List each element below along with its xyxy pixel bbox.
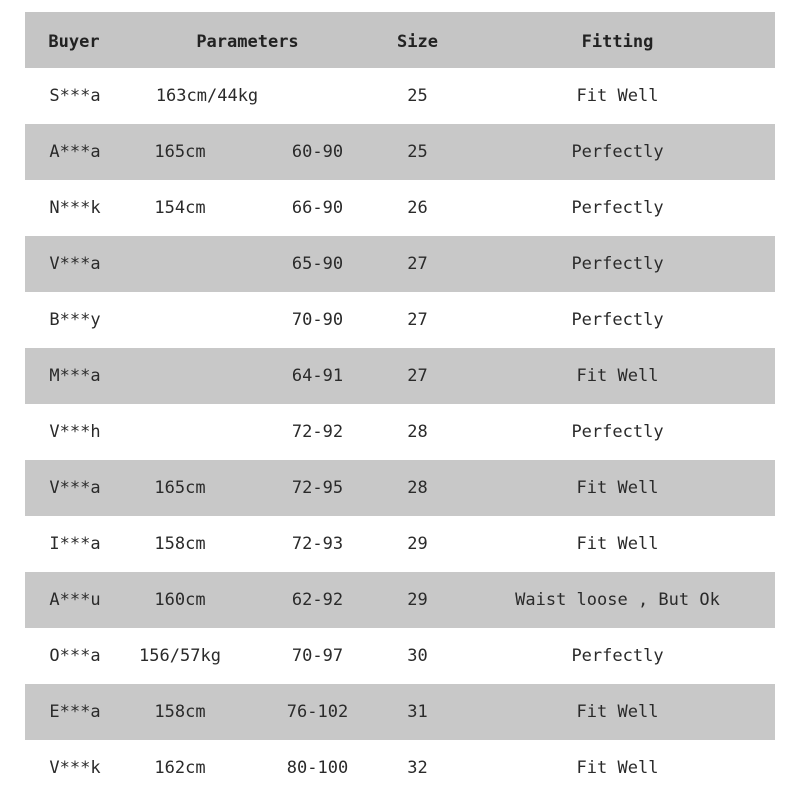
size-cell: 26 xyxy=(407,198,428,218)
table-row xyxy=(25,684,775,740)
table-row xyxy=(25,460,775,516)
height-weight-cell: 160cm xyxy=(154,590,206,610)
size-cell: 27 xyxy=(407,310,428,330)
fitting-cell: Perfectly xyxy=(571,254,664,274)
buyer-cell: B***y xyxy=(49,310,101,330)
table-row xyxy=(25,292,775,348)
table-row xyxy=(25,572,775,628)
fitting-cell: Perfectly xyxy=(571,422,664,442)
table-row xyxy=(25,68,775,124)
height-weight-cell xyxy=(120,236,240,292)
height-weight-cell: 165cm xyxy=(154,478,206,498)
range-cell: 66-90 xyxy=(291,198,344,218)
table-row xyxy=(25,740,775,796)
fitting-cell: Perfectly xyxy=(571,198,664,218)
size-cell: 28 xyxy=(407,422,428,442)
size-cell: 27 xyxy=(407,254,428,274)
fitting-cell: Fit Well xyxy=(576,702,659,722)
table-row xyxy=(25,404,775,460)
buyer-cell: M***a xyxy=(49,366,101,386)
table-row xyxy=(25,628,775,684)
buyer-cell: V***a xyxy=(49,254,101,274)
header-parameters: Parameters xyxy=(196,32,299,52)
table-row xyxy=(25,516,775,572)
fitting-cell: Fit Well xyxy=(576,366,659,386)
fitting-cell: Perfectly xyxy=(571,646,664,666)
fitting-cell: Fit Well xyxy=(576,478,659,498)
fitting-cell: Perfectly xyxy=(571,142,664,162)
buyer-cell: I***a xyxy=(49,534,101,554)
range-cell: 72-93 xyxy=(291,534,344,554)
size-cell: 27 xyxy=(407,366,428,386)
table-row xyxy=(25,236,775,292)
height-weight-cell: 156/57kg xyxy=(139,646,221,666)
range-cell: 64-91 xyxy=(291,366,344,386)
buyer-cell: V***h xyxy=(49,422,101,442)
height-weight-cell: 158cm xyxy=(154,702,206,722)
fitting-cell: Perfectly xyxy=(571,310,664,330)
range-cell: 70-90 xyxy=(291,310,344,330)
table-header-row xyxy=(25,12,775,68)
buyer-cell: O***a xyxy=(49,646,101,666)
range-cell xyxy=(260,68,375,124)
height-weight-cell: 163cm/44kg xyxy=(155,86,259,106)
size-cell: 29 xyxy=(407,590,428,610)
height-weight-cell: 165cm xyxy=(154,142,206,162)
range-cell: 72-95 xyxy=(291,478,344,498)
height-weight-cell xyxy=(120,404,240,460)
range-cell: 80-100 xyxy=(286,758,349,778)
range-cell: 60-90 xyxy=(291,142,344,162)
size-cell: 31 xyxy=(407,702,428,722)
height-weight-cell: 154cm xyxy=(154,198,206,218)
size-cell: 32 xyxy=(407,758,428,778)
range-cell: 76-102 xyxy=(286,702,349,722)
height-weight-cell: 162cm xyxy=(154,758,206,778)
header-fitting: Fitting xyxy=(581,32,654,52)
buyer-cell: V***a xyxy=(49,478,101,498)
fitting-cell: Fit Well xyxy=(576,86,659,106)
size-reference-table xyxy=(25,12,775,796)
range-cell: 72-92 xyxy=(291,422,344,442)
buyer-cell: A***a xyxy=(49,142,101,162)
height-weight-cell xyxy=(120,348,240,404)
size-cell: 25 xyxy=(407,86,428,106)
fitting-cell: Fit Well xyxy=(576,758,659,778)
buyer-cell: V***k xyxy=(49,758,101,778)
header-buyer: Buyer xyxy=(48,32,100,52)
table-row xyxy=(25,348,775,404)
range-cell: 62-92 xyxy=(291,590,344,610)
buyer-cell: E***a xyxy=(49,702,101,722)
range-cell: 65-90 xyxy=(291,254,344,274)
range-cell: 70-97 xyxy=(291,646,344,666)
table-row xyxy=(25,180,775,236)
size-cell: 28 xyxy=(407,478,428,498)
size-cell: 29 xyxy=(407,534,428,554)
table-row xyxy=(25,124,775,180)
fitting-cell: Waist loose , But Ok xyxy=(515,590,720,610)
buyer-cell: S***a xyxy=(49,86,101,106)
height-weight-cell xyxy=(120,292,240,348)
size-cell: 30 xyxy=(407,646,428,666)
fitting-cell: Fit Well xyxy=(576,534,659,554)
header-size: Size xyxy=(397,32,438,52)
size-cell: 25 xyxy=(407,142,428,162)
buyer-cell: N***k xyxy=(49,198,101,218)
buyer-cell: A***u xyxy=(49,590,101,610)
height-weight-cell: 158cm xyxy=(154,534,206,554)
